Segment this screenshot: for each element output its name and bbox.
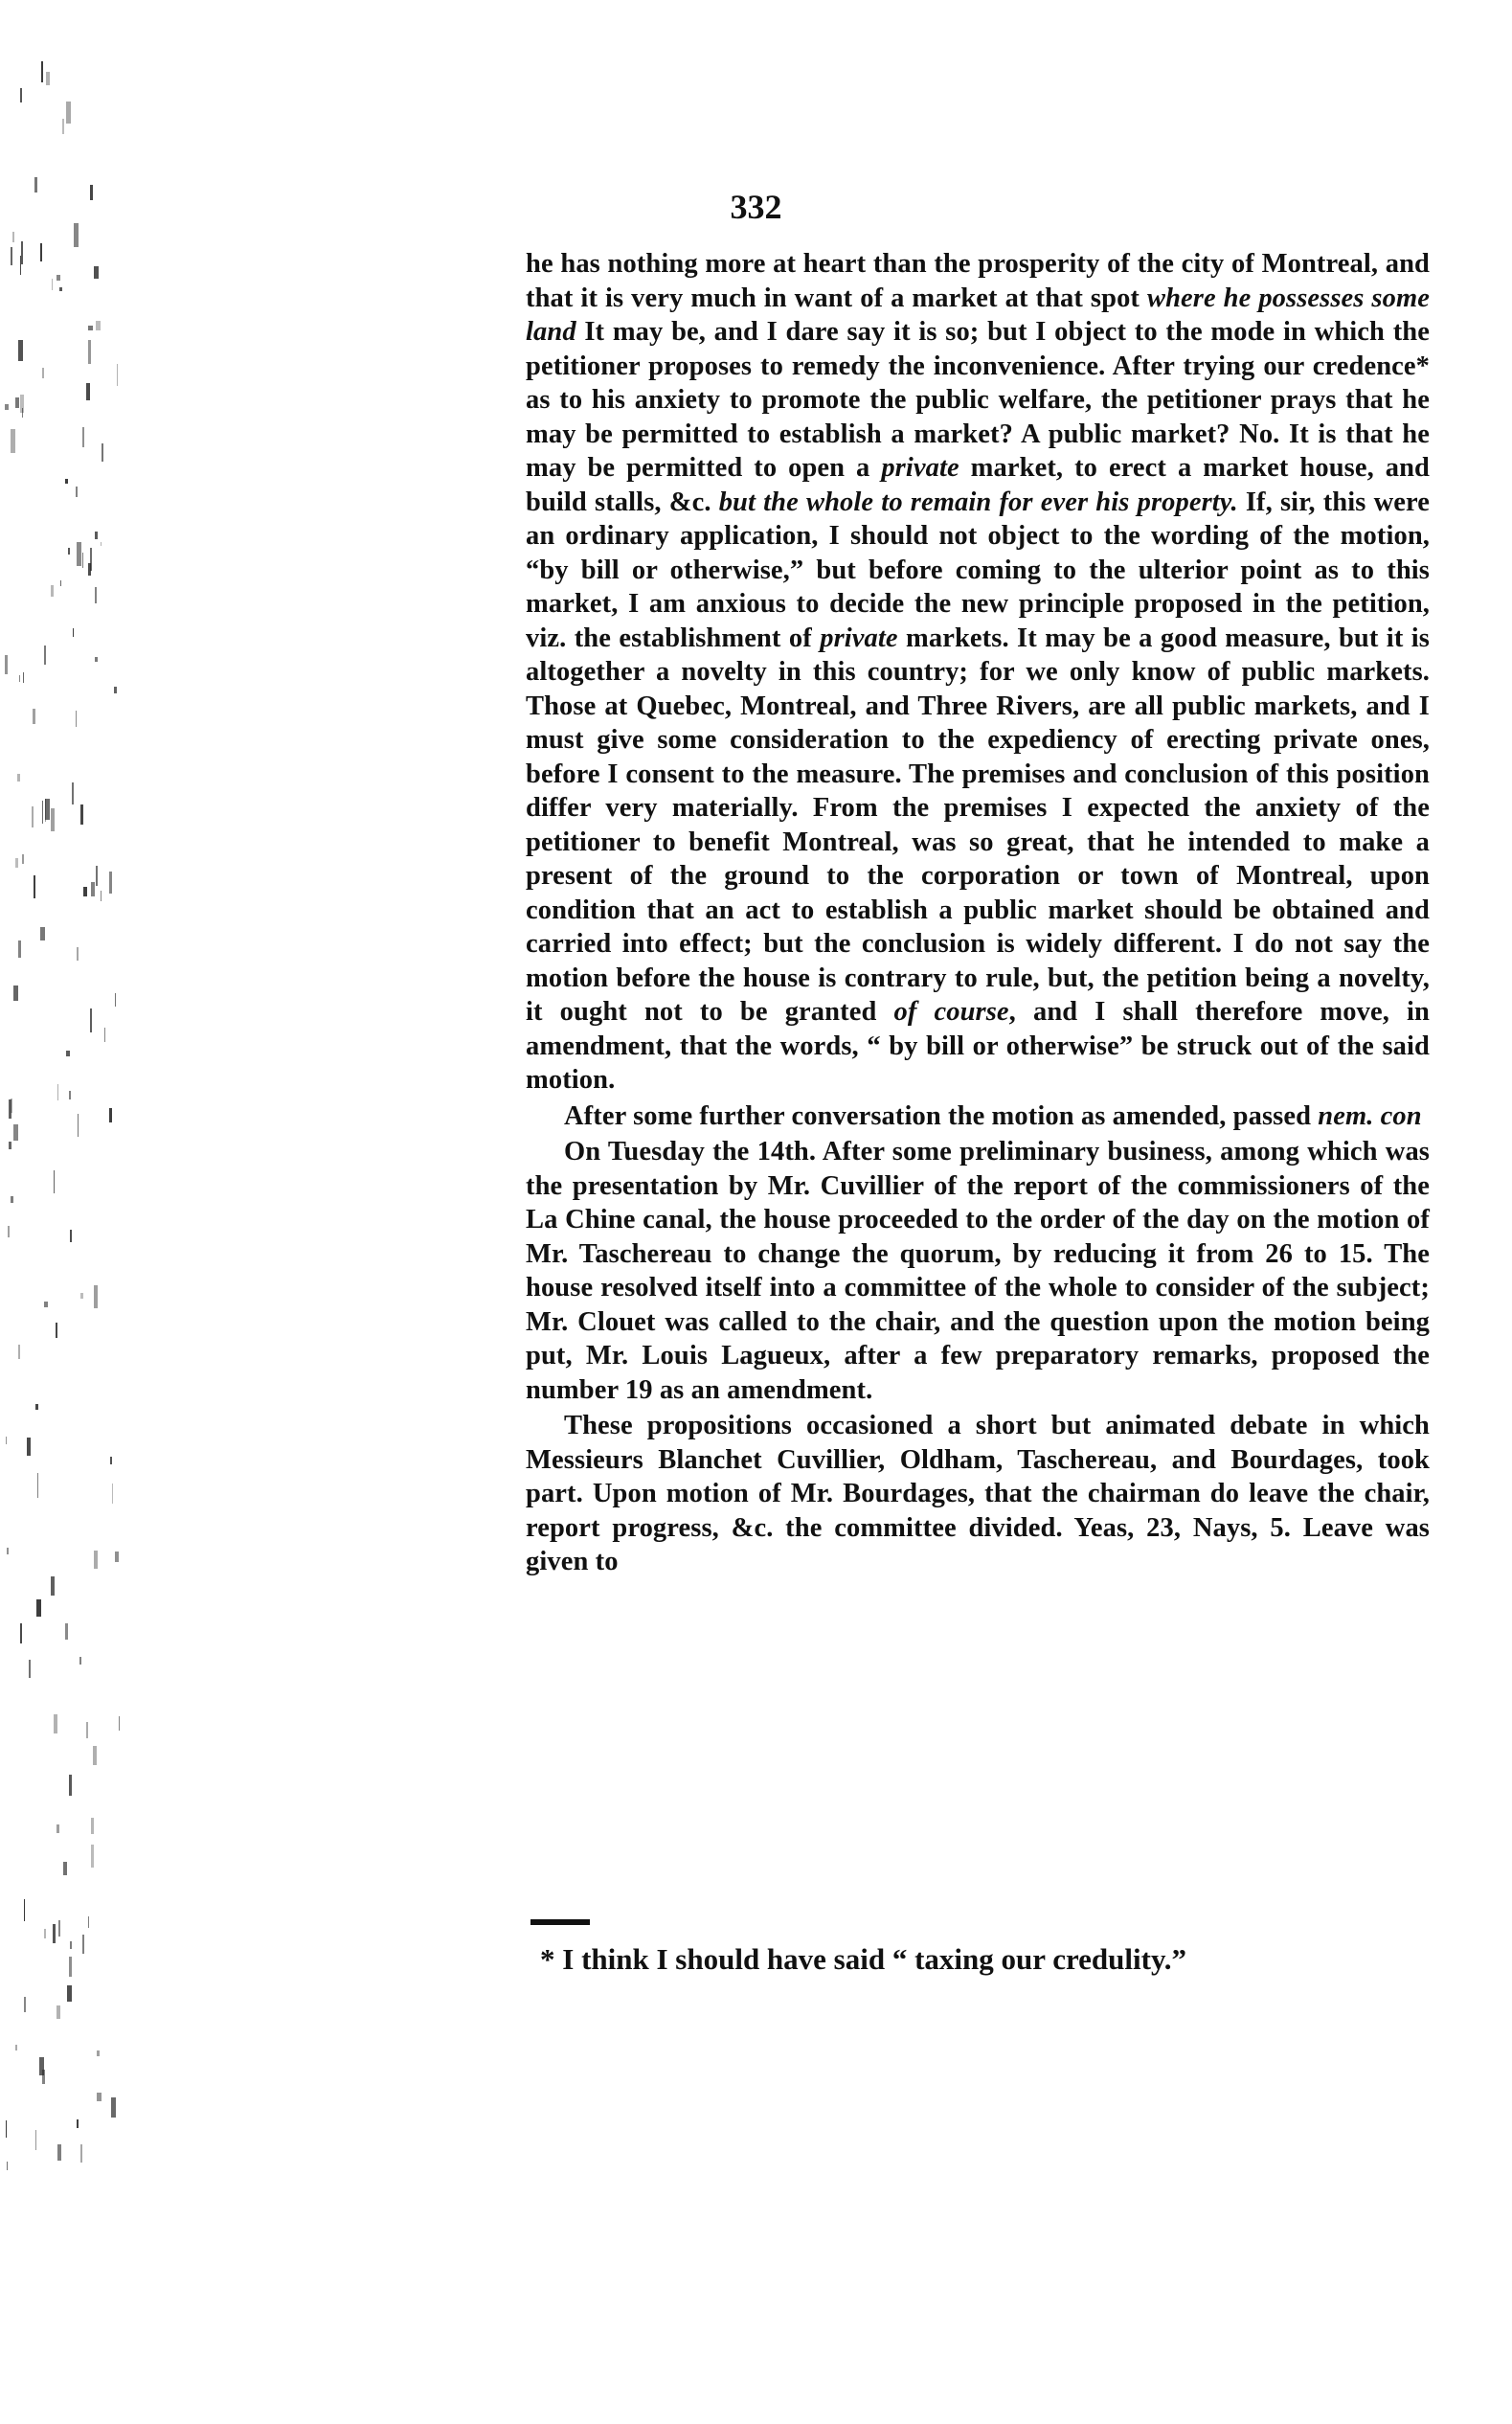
scan-speck [82, 427, 84, 448]
scan-speck [18, 340, 22, 361]
scan-speck [11, 1196, 13, 1203]
text-run: These propositions occasioned a short but animated debate in which Messieurs Blanchet Cuvillier, Oldham, Taschereau, and Bourdages, took part. Upon motion of Mr. Bourdages, that the chairman do leave the chair, report progress, &c. the committee divided. Yeas, 23, Nays, 5. Leave was given to [526, 1411, 1430, 1576]
scan-speck [51, 1576, 55, 1596]
scan-speck [57, 1084, 58, 1101]
italic-run: private [881, 453, 959, 483]
scan-speck [68, 548, 70, 555]
scan-speck [115, 993, 117, 1006]
scan-speck [20, 88, 22, 102]
scan-speck [56, 275, 60, 280]
scan-speck [80, 804, 83, 825]
scan-speck [91, 882, 95, 896]
scan-speck [111, 2097, 115, 2117]
scan-speck [96, 321, 101, 330]
scan-speck [69, 1775, 71, 1796]
text-run: , and I shall therefore move, in amendment, that the words, “ by bill or otherwise” be struck out of the said motion. [526, 997, 1430, 1095]
scan-speck [115, 1552, 118, 1562]
text-run: On Tuesday the 14th. After some preliminary business, among which was the presentation by Mr. Cuvillier of the report of the commissioners of the La Chine canal, the house proceeded to the order of the day on the motion of Mr. Taschereau to change the quorum, by reducing it from 26 to 15. The house resolved itself into a committee of the whole to consider of the subject; Mr. Clouet was called to the chair, and the question upon the motion being put, Mr. Louis Lagueux, after a few preparatory remarks, proposed the number 19 as an amendment. [526, 1137, 1430, 1405]
scan-speck [13, 985, 18, 1001]
scan-speck [42, 801, 44, 824]
scan-speck [6, 2120, 7, 2138]
scan-speck [80, 2144, 82, 2163]
scan-speck [54, 1714, 57, 1734]
scan-speck [58, 1920, 60, 1937]
scan-speck [88, 1916, 89, 1928]
scan-speck [44, 1929, 46, 1937]
scan-speck [15, 397, 18, 408]
scan-speck [80, 1293, 83, 1299]
scan-speck [70, 1941, 71, 1949]
scan-speck [79, 1657, 81, 1665]
scan-speck [112, 1484, 114, 1504]
scan-speck [101, 542, 102, 547]
text-run: market, to erect a market house, and build stalls, &c. [526, 453, 1430, 517]
scan-speck [94, 1551, 98, 1569]
italic-run: nem. con [1318, 1100, 1422, 1131]
footnote-rule [530, 1919, 590, 1925]
scan-speck [11, 247, 13, 265]
scan-speck [94, 1285, 99, 1308]
scan-speck [40, 243, 43, 261]
scan-speck [24, 1899, 25, 1921]
scan-speck [91, 1818, 95, 1834]
scanned-margin-marks [0, 0, 163, 2424]
scan-speck [86, 383, 90, 401]
scan-speck [59, 287, 62, 291]
scan-speck [95, 657, 99, 663]
scan-speck [95, 587, 97, 604]
text-run: markets. It may be a good measure, but it is altogether a novelty in this country; for we only know of public markets. Those at Quebec, Montreal, and Three Rivers, are all public markets, and I must give some consideration to the expediency of erecting private ones, before I consent to the measure. The premises and conclusion of this position differ very materially. From the premises I expected the anxiety of the petitioner to benefit Montreal, was so great, that he intended to make a present of the ground to the corporation or town of Montreal, upon condition that an act to establish a public market should be obtained and carried into effect; but the conclusion is widely different. I do not say the motion before the house is contrary to rule, but, the petition being a novelty, it ought not to be granted [526, 623, 1430, 1027]
scan-speck [69, 1957, 72, 1977]
scan-speck [95, 532, 99, 539]
scan-speck [66, 102, 70, 124]
scan-speck [42, 368, 43, 378]
text-run: After some further conversation the motion as amended, passed [564, 1100, 1319, 1131]
italic-run: where he possesses some land [526, 283, 1430, 347]
scan-speck [15, 2045, 17, 2050]
scan-speck [90, 1008, 92, 1031]
scan-speck [46, 72, 49, 85]
scan-speck [114, 687, 117, 693]
scan-speck [69, 1091, 70, 1099]
scan-speck [20, 395, 24, 413]
scan-speck [51, 585, 54, 596]
paragraph [526, 1099, 1430, 1134]
scan-speck [73, 628, 74, 637]
scan-speck [5, 404, 8, 410]
footnote: * I think I should have said “ taxing our credulity.” [540, 1942, 1187, 1976]
scan-speck [88, 326, 92, 330]
scan-speck [9, 1142, 11, 1149]
scan-speck [19, 675, 20, 683]
scan-speck [13, 1124, 18, 1141]
scan-speck [110, 1457, 111, 1465]
scan-speck [56, 1824, 59, 1834]
scan-speck [39, 2057, 44, 2075]
italic-run: private [820, 623, 898, 653]
scan-speck [117, 364, 118, 385]
scan-speck [24, 1997, 26, 2011]
scan-speck [40, 927, 44, 940]
scan-speck [77, 947, 79, 961]
scan-speck [53, 1924, 56, 1942]
scan-speck [88, 340, 91, 364]
scan-speck [21, 241, 24, 264]
scan-speck [76, 711, 77, 728]
scan-speck [56, 1323, 58, 1338]
scan-speck [29, 1660, 31, 1678]
scan-speck [17, 774, 21, 782]
scan-speck [23, 672, 25, 683]
scan-speck [56, 2005, 60, 2019]
scan-speck [102, 443, 103, 462]
scan-speck [12, 232, 14, 242]
scan-speck [65, 479, 67, 483]
scan-speck [35, 2130, 36, 2150]
scan-speck [54, 1170, 55, 1193]
scan-speck [32, 806, 34, 827]
text-run: If, sir, this were an ordinary application, I should not object to the wording of the motion, “by bill or otherwise,” but before coming to the ulterior point as to this market, I am anxious to decide the new principle proposed in the petition, viz. the establishment of [526, 487, 1430, 653]
scan-speck [83, 887, 87, 896]
paragraph [526, 1135, 1430, 1407]
scan-speck [72, 782, 74, 804]
scan-speck [67, 1985, 72, 2003]
scan-speck [96, 866, 98, 887]
scan-speck [35, 1404, 37, 1410]
scan-speck [91, 1845, 94, 1868]
scan-speck [37, 1473, 39, 1498]
scan-speck [5, 655, 8, 674]
scan-speck [45, 799, 50, 820]
scan-speck [119, 1716, 120, 1730]
scan-speck [76, 487, 77, 497]
scan-speck [20, 256, 21, 275]
scan-speck [7, 2162, 8, 2170]
italic-run: but the whole to remain for ever his property. [718, 487, 1238, 517]
scan-speck [52, 279, 54, 291]
scan-speck [62, 119, 65, 134]
scan-speck [60, 580, 61, 587]
scan-speck [65, 1623, 68, 1640]
scan-speck [82, 553, 84, 568]
page-number: 332 [730, 188, 782, 226]
scan-speck [109, 872, 113, 894]
scan-speck [7, 1548, 9, 1554]
paragraph [526, 1409, 1430, 1579]
scan-speck [41, 61, 43, 82]
paragraph [526, 247, 1430, 1098]
scan-speck [51, 808, 55, 830]
scan-speck [11, 429, 15, 453]
scan-speck [109, 1108, 113, 1121]
scan-speck [94, 266, 99, 279]
scan-speck [33, 709, 35, 725]
scan-speck [15, 858, 18, 867]
scan-speck [104, 1028, 105, 1042]
scan-speck [44, 646, 46, 665]
scan-speck [97, 2050, 100, 2056]
scan-speck [34, 875, 35, 898]
text-run: It may be, and I dare say it is so; but I object to the mode in which the petitioner proposes to remedy the inconvenience. After trying our credence* as to his anxiety to promote the public welfare, the petitioner prays that he may be permitted to establish a market? A public market? No. It is that he may be permitted to open a [526, 317, 1430, 483]
scan-speck [20, 1623, 22, 1643]
scan-speck [101, 891, 102, 902]
scan-speck [57, 2144, 61, 2161]
scan-speck [36, 1599, 41, 1617]
scan-speck [78, 1114, 79, 1137]
scan-speck [70, 1230, 71, 1242]
scan-speck [9, 1099, 11, 1119]
scan-speck [22, 854, 24, 864]
scan-speck [93, 1746, 97, 1764]
scan-speck [86, 1722, 88, 1738]
scan-speck [82, 1935, 84, 1954]
scan-speck [77, 2119, 79, 2128]
text-run: he has nothing more at heart than the prosperity of the city of Montreal, and that it is very much in want of a market at that spot [526, 249, 1430, 313]
italic-run: of course [893, 997, 1009, 1027]
scan-speck [8, 1226, 10, 1237]
scan-speck [97, 2093, 102, 2101]
text-column [526, 247, 1430, 1579]
scan-speck [18, 1345, 20, 1358]
scan-speck [27, 1438, 31, 1457]
scan-speck [66, 1051, 70, 1056]
scan-speck [63, 1862, 67, 1874]
scan-speck [77, 542, 81, 566]
scan-speck [6, 1437, 7, 1444]
scan-speck [44, 1302, 48, 1307]
scan-speck [88, 563, 92, 576]
scan-speck [18, 940, 21, 958]
